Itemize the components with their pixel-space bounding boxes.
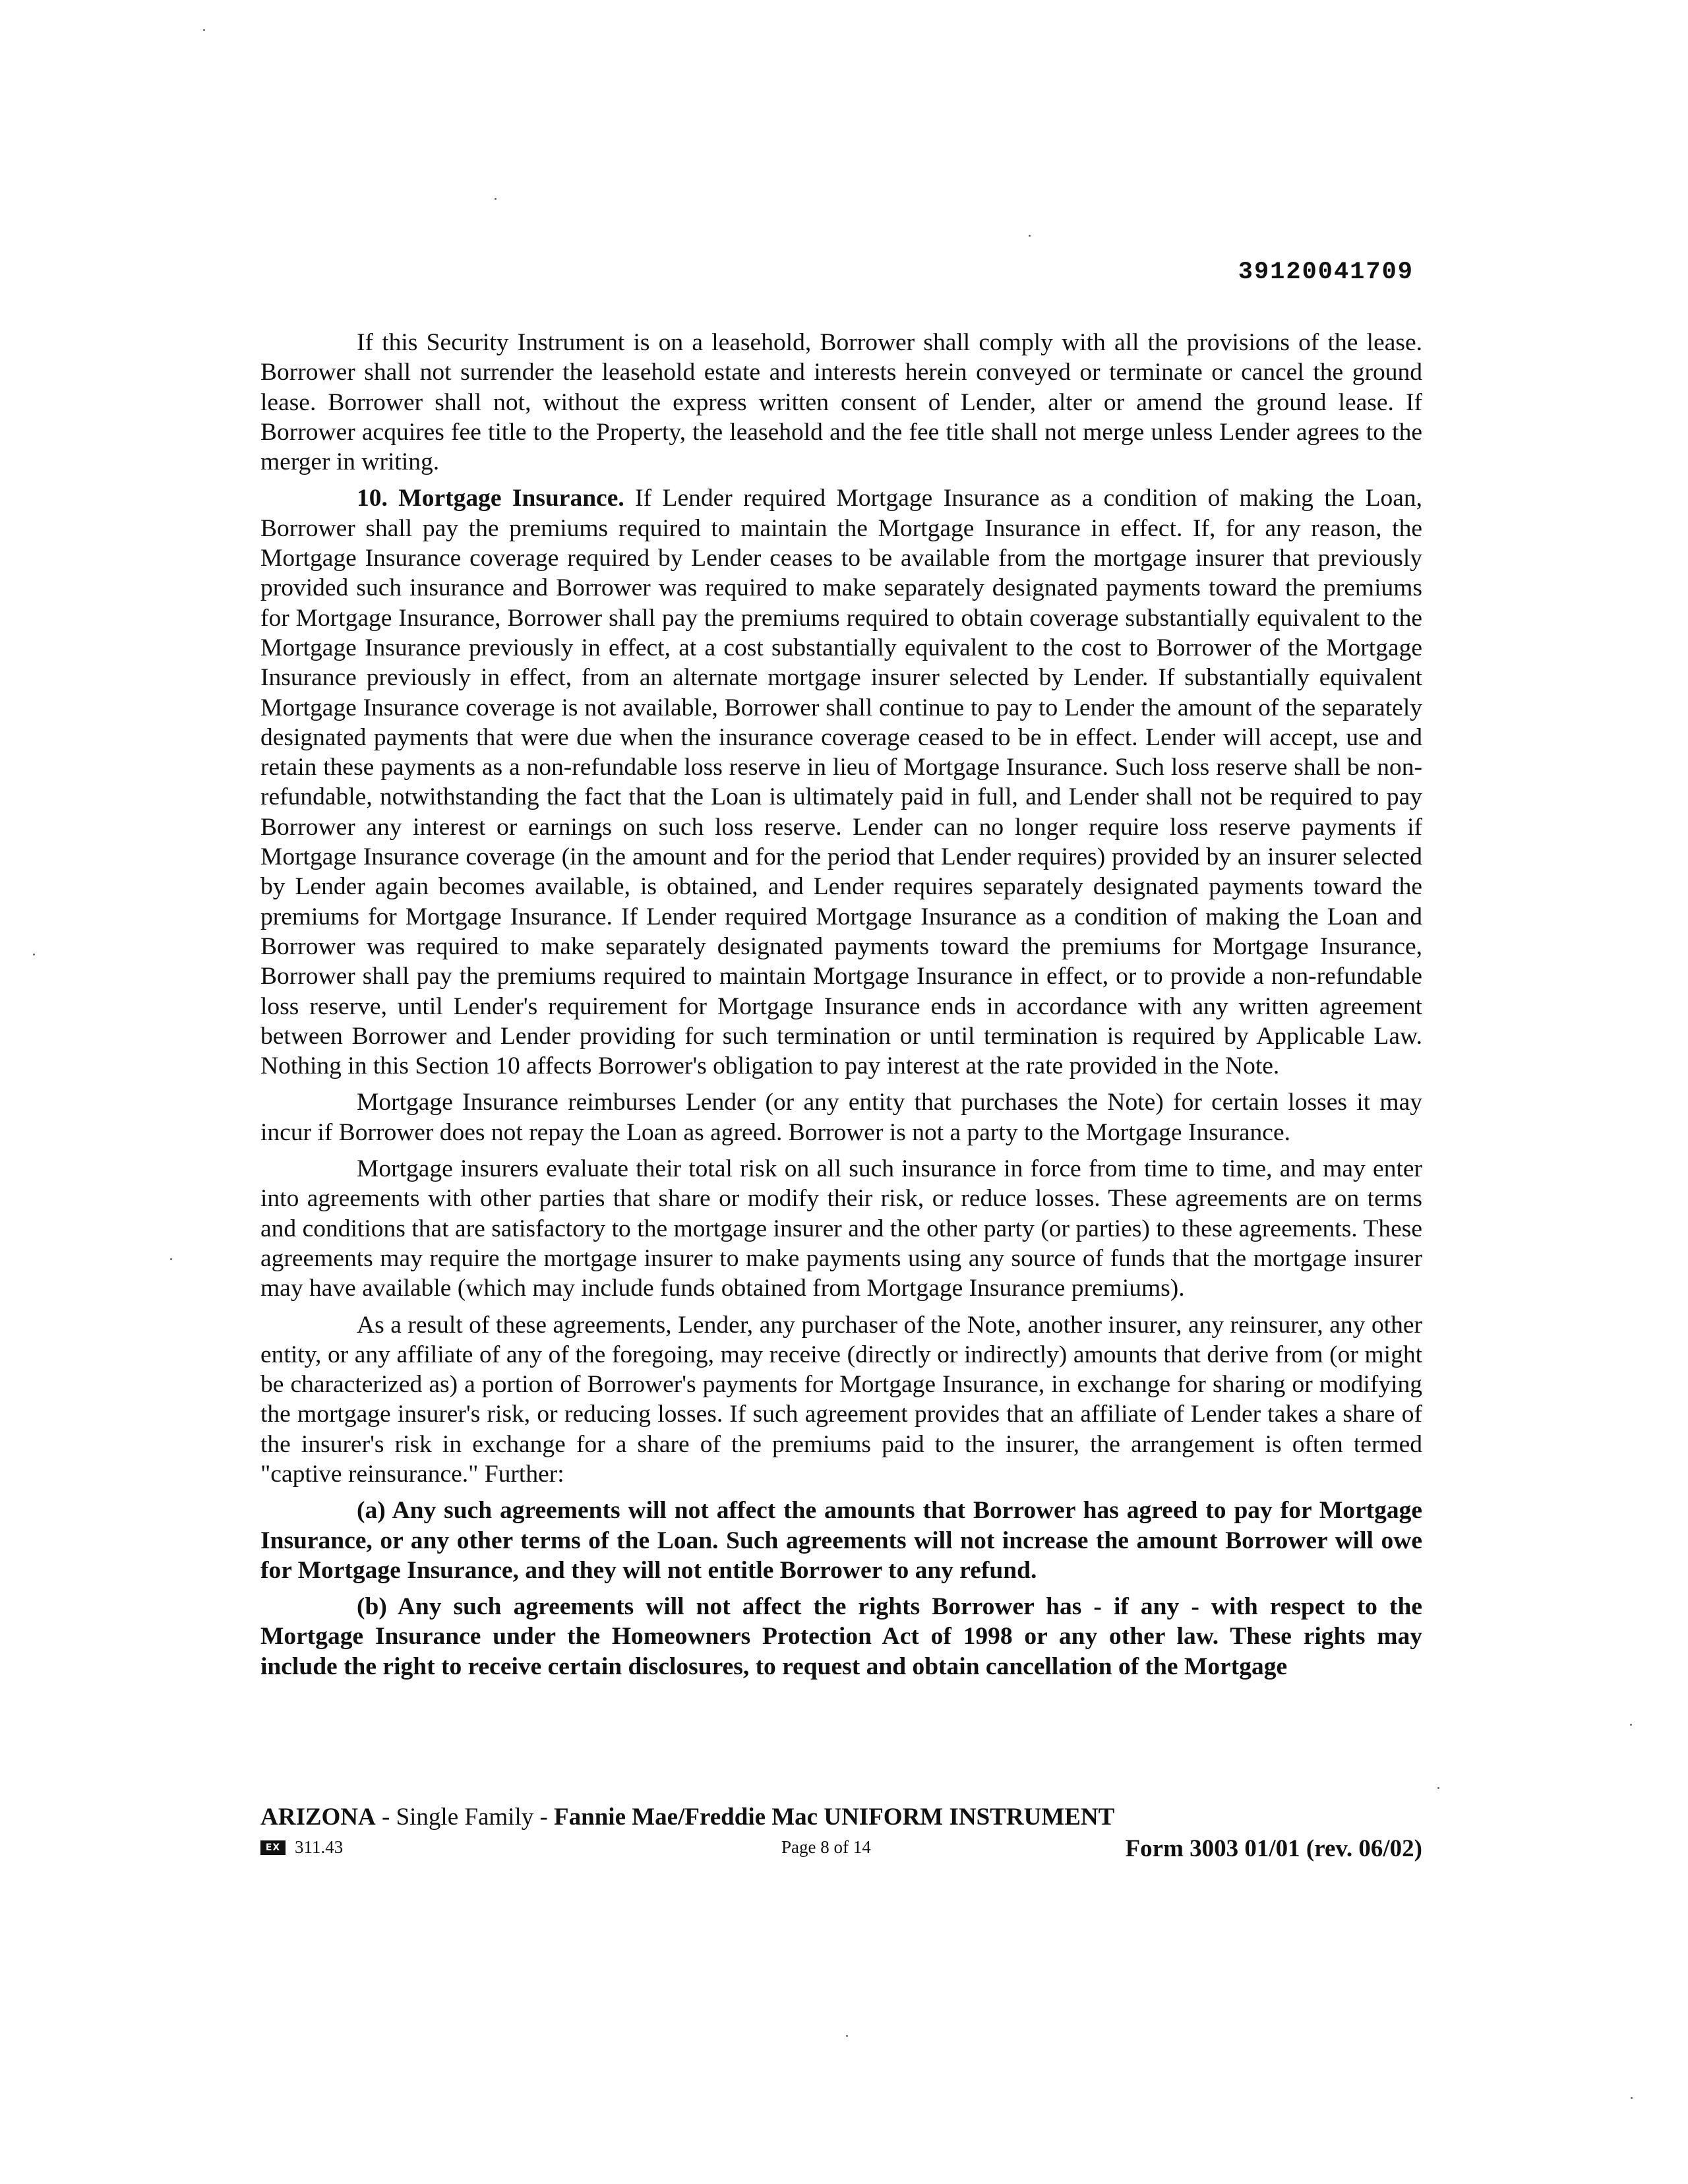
scan-speck	[203, 29, 205, 31]
page-footer	[260, 1803, 1422, 1865]
paragraph-text: If Lender required Mortgage Insurance as a condition of making the Loan, Borrower shall pay the premiums required to maintain the Mortgage Insurance in effect. If, for any reason, the Mortgage Insurance coverage required by Lender ceases to be available from the mortgage insurer that previously provided such insurance and Borrower was required to make separately designated payments toward the premiums for Mortgage Insurance, Borrower shall pay the premiums required to obtain coverage substantially equivalent to the Mortgage Insurance previously in effect, at a cost substantially equivalent to the cost to Borrower of the Mortgage Insurance previously in effect, from an alternate mortgage insurer selected by Lender. If substantially equivalent Mortgage Insurance coverage is not available, Borrower shall continue to pay to Lender the amount of the separately designated payments that were due when the insurance coverage ceased to be in effect. Lender will accept, use and retain these payments as a non-refundable loss reserve in lieu of Mortgage Insurance. Such loss reserve shall be non-refundable, notwithstanding the fact that the Loan is ultimately paid in full, and Lender shall not be required to pay Borrower any interest or earnings on such loss reserve. Lender can no longer require loss reserve payments if Mortgage Insurance coverage (in the amount and for the period that Lender requires) provided by an insurer selected by Lender again becomes available, is obtained, and Lender requires separately designated payments toward the premiums for Mortgage Insurance. If Lender required Mortgage Insurance as a condition of making the Loan and Borrower was required to make separately designated payments toward the premiums for Mortgage Insurance, Borrower shall pay the premiums required to maintain Mortgage Insurance in effect, or to provide a non-refundable loss reserve, until Lender's requirement for Mortgage Insurance ends in accordance with any written agreement between Borrower and Lender providing for such termination or until termination is required by Applicable Law. Nothing in this Section 10 affects Borrower's obligation to pay interest at the rate provided in the Note.	[260, 485, 1423, 1080]
paragraph-leasehold: If this Security Instrument is on a leasehold, Borrower shall comply with all the provisions of the lease. Borrower shall not surrender the leasehold estate and interests herein conveyed or terminate or cancel the ground lease. Borrower shall not, without the express written consent of Lender, alter or amend the ground lease. If Borrower acquires fee title to the Property, the leasehold and the fee title shall not merge unless Lender agrees to the merger in writing.	[260, 329, 1422, 476]
page-number: Page 8 of 14	[781, 1837, 871, 1857]
scan-speck	[1437, 1787, 1439, 1789]
scan-speck	[1029, 235, 1031, 237]
form-id: Form 3003 01/01 (rev. 06/02)	[1125, 1835, 1422, 1862]
footer-form-line	[260, 1833, 1422, 1865]
scan-speck	[1631, 2097, 1633, 2099]
form-code-number: 311.43	[295, 1837, 344, 1857]
document-body	[260, 328, 1422, 1688]
form-logo-icon: EX	[260, 1840, 286, 1855]
paragraph-reimburses: Mortgage Insurance reimburses Lender (or any entity that purchases the Note) for certain losses it may incur if Borrower does not repay the Loan as agreed. Borrower is not a party to the Mortgage Insurance.	[260, 1089, 1422, 1146]
paragraph-mortgage-insurance	[260, 483, 1422, 1081]
clause-b: (b) Any such agreements will not affect the rights Borrower has - if any - with respect to the Mortgage Insurance under the Homeowners Protection Act of 1998 or any other law. These rights may include the right to receive certain disclosures, to request and obtain cancellation of the Mortgage	[260, 1593, 1422, 1680]
scan-speck	[33, 954, 35, 956]
loan-number: 39120041709	[1238, 258, 1414, 286]
scan-speck	[170, 1258, 172, 1260]
clause-a: (a) Any such agreements will not affect the amounts that Borrower has agreed to pay for Mortgage Insurance, or any other terms of the Loan. Such agreements will not increase the amount Borrower will owe for Mortgage Insurance, and they will not entitle Borrower to any refund.	[260, 1497, 1422, 1584]
footer-instrument: Fannie Mae/Freddie Mac UNIFORM INSTRUMENT	[554, 1804, 1115, 1831]
form-code	[260, 1837, 343, 1858]
section-heading: 10. Mortgage Insurance.	[357, 485, 624, 512]
footer-state: ARIZONA	[260, 1804, 376, 1831]
footer-separator: - Single Family -	[375, 1804, 555, 1831]
paragraph-result-agreements: As a result of these agreements, Lender, any purchaser of the Note, another insurer, any reinsurer, any other entity, or any affiliate of any of the foregoing, may receive (directly or indirectly) amounts that derive from (or might be characterized as) a portion of Borrower's payments for Mortgage Insurance, in exchange for sharing or modifying the mortgage insurer's risk, or reducing losses. If such agreement provides that an affiliate of Lender takes a share of the insurer's risk in exchange for a share of the premiums paid to the insurer, the arrangement is often termed "captive reinsurance." Further:	[260, 1311, 1422, 1488]
paragraph-insurers-evaluate: Mortgage insurers evaluate their total risk on all such insurance in force from time to time, and may enter into agreements with other parties that share or modify their risk, or reduce losses. These agreements are on terms and conditions that are satisfactory to the mortgage insurer and the other party (or parties) to these agreements. These agreements may require the mortgage insurer to make payments using any source of funds that the mortgage insurer may have available (which may include funds obtained from Mortgage Insurance premiums).	[260, 1155, 1422, 1302]
scan-speck	[846, 2035, 848, 2037]
scan-speck	[1630, 1724, 1632, 1726]
footer-instrument-line	[260, 1803, 1422, 1832]
scan-speck	[495, 198, 497, 200]
